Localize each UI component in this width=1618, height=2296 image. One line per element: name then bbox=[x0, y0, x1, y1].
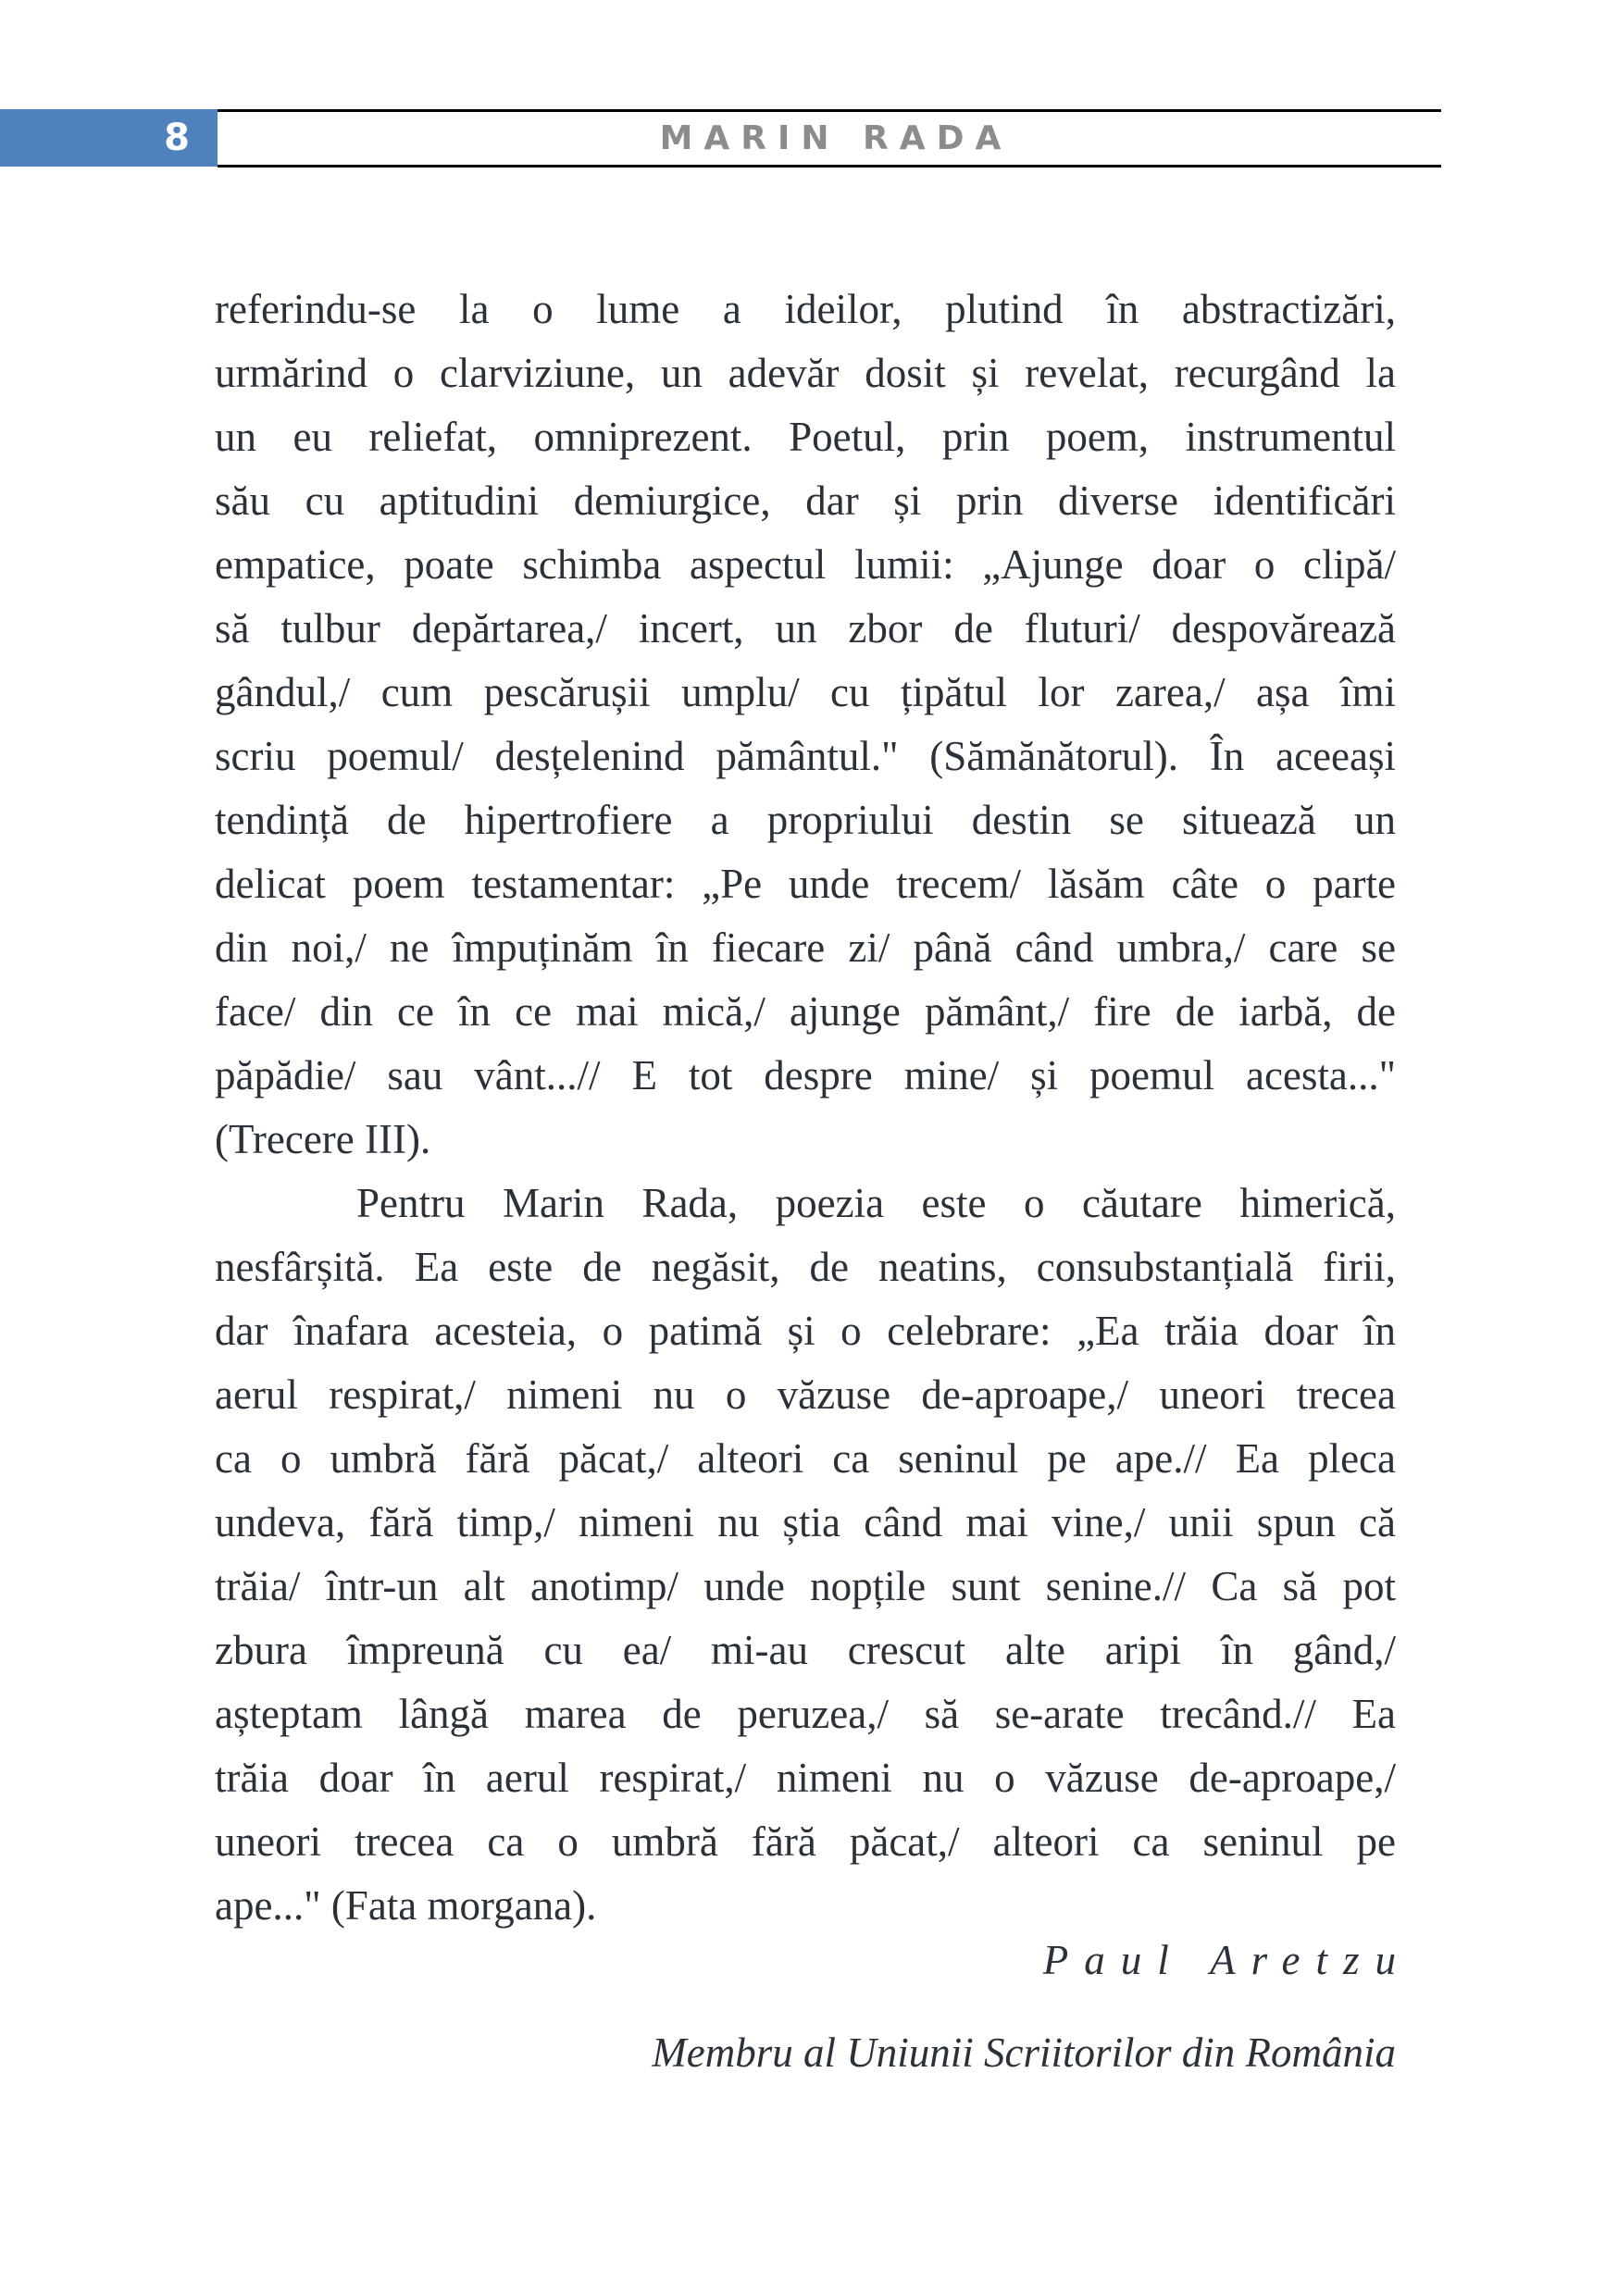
text-line: din noi,/ ne împuținăm în fiecare zi/ până când umbra,/ care se bbox=[215, 925, 1396, 971]
text-line: empatice, poate schimba aspectul lumii: „Ajunge doar o clipă/ bbox=[215, 541, 1396, 588]
text-line: ape..." (Fata morgana). bbox=[215, 1882, 597, 1929]
text-line: delicat poem testamentar: „Pe unde trecem/ lăsăm câte o parte bbox=[215, 861, 1396, 907]
text-line: urmărind o clarviziune, un adevăr dosit și revelat, recurgând la bbox=[215, 350, 1396, 396]
text-line: face/ din ce în ce mai mică,/ ajunge pământ,/ fire de iarbă, de bbox=[215, 988, 1396, 1035]
text-line: tendință de hipertrofiere a propriului destin se situează un bbox=[215, 797, 1396, 843]
text-line: trăia doar în aerul respirat,/ nimeni nu o văzuse de-aproape,/ bbox=[215, 1755, 1396, 1801]
paragraph bbox=[215, 278, 1396, 1172]
text-line: să tulbur depărtarea,/ incert, un zbor de fluturi/ despovărează bbox=[215, 605, 1396, 652]
text-line: dar înafara acesteia, o patimă și o celebrare: „Ea trăia doar în bbox=[215, 1308, 1396, 1354]
author-affiliation: Membru al Uniunii Scriitorilor din România bbox=[652, 2029, 1396, 2076]
text-line: nesfârșită. Ea este de negăsit, de neatins, consubstanțială firii, bbox=[215, 1244, 1396, 1290]
text-line: păpădie/ sau vânt...// E tot despre mine/ și poemul acesta..." bbox=[215, 1052, 1396, 1098]
text-line: uneori trecea ca o umbră fără păcat,/ alteori ca seninul pe bbox=[215, 1818, 1396, 1865]
header-rule-top bbox=[218, 109, 1441, 112]
text-line: undeva, fără timp,/ nimeni nu știa când mai vine,/ unii spun că bbox=[215, 1499, 1396, 1545]
header-rule-bottom bbox=[218, 165, 1441, 168]
page-number-box bbox=[0, 109, 218, 167]
text-line: așteptam lângă marea de peruzea,/ să se-arate trecând.// Ea bbox=[215, 1691, 1396, 1737]
text-line: Pentru Marin Rada, poezia este o căutare himerică, bbox=[356, 1180, 1396, 1226]
page-number: 8 bbox=[164, 117, 190, 159]
author-signature: Paul Aretzu bbox=[1042, 1937, 1412, 1983]
text-line: său cu aptitudini demiurgice, dar și prin diverse identificări bbox=[215, 478, 1396, 524]
paragraph bbox=[215, 1172, 1396, 1938]
text-line: ca o umbră fără păcat,/ alteori ca seninul pe ape.// Ea pleca bbox=[215, 1435, 1396, 1482]
text-line: aerul respirat,/ nimeni nu o văzuse de-aproape,/ uneori trecea bbox=[215, 1371, 1396, 1418]
text-line: gândul,/ cum pescărușii umplu/ cu țipătul lor zarea,/ așa îmi bbox=[215, 669, 1396, 715]
text-line: (Trecere III). bbox=[215, 1116, 431, 1162]
text-line: zbura împreună cu ea/ mi-au crescut alte aripi în gând,/ bbox=[215, 1627, 1396, 1673]
text-line: un eu reliefat, omniprezent. Poetul, prin poem, instrumentul bbox=[215, 414, 1396, 460]
text-line: referindu-se la o lume a ideilor, plutind în abstractizări, bbox=[215, 286, 1396, 332]
text-line: scriu poemul/ desțelenind pământul." (Sămănătorul). În aceeași bbox=[215, 733, 1396, 779]
running-title: MARIN RADA bbox=[659, 119, 1013, 157]
body-text bbox=[215, 278, 1396, 1938]
text-line: trăia/ într-un alt anotimp/ unde nopțile sunt senine.// Ca să pot bbox=[215, 1563, 1396, 1609]
page-header bbox=[0, 109, 1441, 168]
